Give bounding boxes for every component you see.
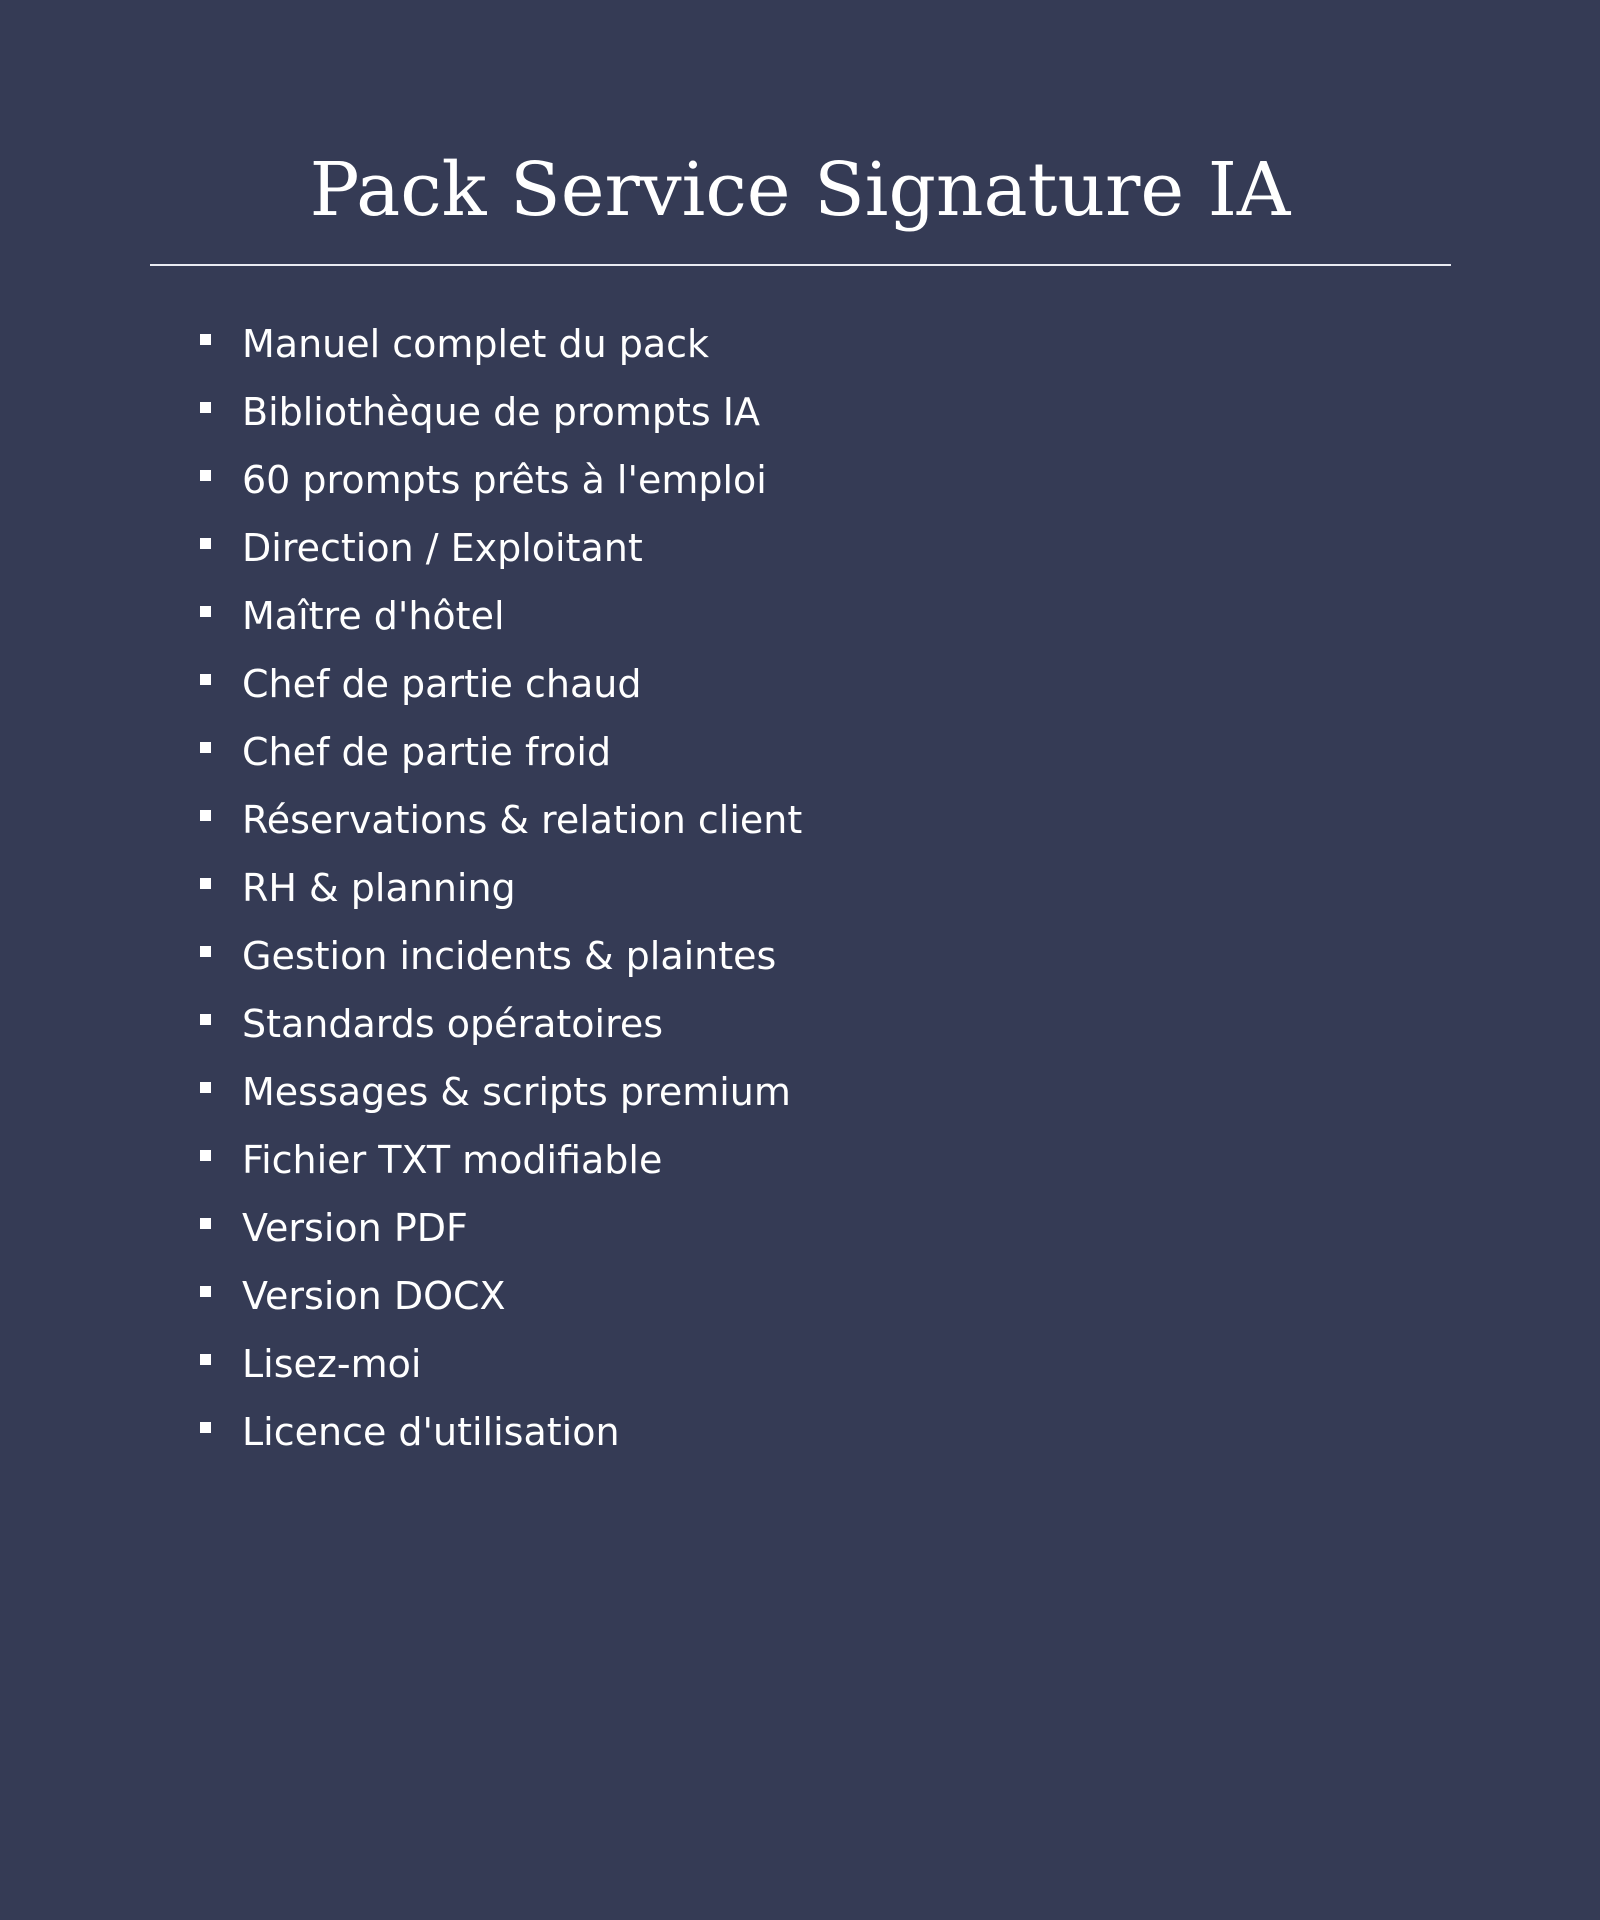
list-item xyxy=(0,1330,802,1398)
square-bullet-icon xyxy=(200,946,211,957)
square-bullet-icon xyxy=(200,538,211,549)
square-bullet-icon xyxy=(200,674,211,685)
square-bullet-icon xyxy=(200,1082,211,1093)
list-item xyxy=(0,378,802,446)
list-item xyxy=(0,650,802,718)
square-bullet-icon xyxy=(200,810,211,821)
list-item xyxy=(0,514,802,582)
list-item-label: Standards opératoires xyxy=(242,1002,664,1046)
square-bullet-icon xyxy=(200,1014,211,1025)
square-bullet-icon xyxy=(200,878,211,889)
list-item-label: RH & planning xyxy=(242,866,516,910)
list-item xyxy=(0,922,802,990)
square-bullet-icon xyxy=(200,1422,211,1433)
list-item xyxy=(0,1398,802,1466)
list-item xyxy=(0,1126,802,1194)
list-item-label: Direction / Exploitant xyxy=(242,526,643,570)
list-item xyxy=(0,446,802,514)
list-item xyxy=(0,310,802,378)
list-item xyxy=(0,854,802,922)
square-bullet-icon xyxy=(200,402,211,413)
list-item xyxy=(0,582,802,650)
list-item-label: 60 prompts prêts à l'emploi xyxy=(242,458,767,502)
list-item-label: Maître d'hôtel xyxy=(242,594,505,638)
square-bullet-icon xyxy=(200,1218,211,1229)
square-bullet-icon xyxy=(200,1286,211,1297)
list-item-label: Messages & scripts premium xyxy=(242,1070,791,1114)
square-bullet-icon xyxy=(200,742,211,753)
list-item xyxy=(0,786,802,854)
list-item-label: Chef de partie froid xyxy=(242,730,612,774)
list-item-label: Version PDF xyxy=(242,1206,468,1250)
list-item-label: Fichier TXT modifiable xyxy=(242,1138,663,1182)
list-item xyxy=(0,1058,802,1126)
square-bullet-icon xyxy=(200,1354,211,1365)
square-bullet-icon xyxy=(200,606,211,617)
list-item-label: Version DOCX xyxy=(242,1274,506,1318)
list-item-label: Bibliothèque de prompts IA xyxy=(242,390,760,434)
contents-list xyxy=(0,310,802,1466)
square-bullet-icon xyxy=(200,334,211,345)
list-item xyxy=(0,1262,802,1330)
list-item-label: Chef de partie chaud xyxy=(242,662,642,706)
list-item xyxy=(0,718,802,786)
list-item-label: Manuel complet du pack xyxy=(242,322,710,366)
list-item-label: Réservations & relation client xyxy=(242,798,803,842)
square-bullet-icon xyxy=(200,1150,211,1161)
list-item-label: Lisez-moi xyxy=(242,1342,422,1386)
list-item xyxy=(0,1194,802,1262)
square-bullet-icon xyxy=(200,470,211,481)
list-item-label: Licence d'utilisation xyxy=(242,1410,620,1454)
list-item xyxy=(0,990,802,1058)
title-divider xyxy=(150,264,1451,266)
page-title: Pack Service Signature IA xyxy=(309,147,1291,233)
list-item-label: Gestion incidents & plaintes xyxy=(242,934,777,978)
